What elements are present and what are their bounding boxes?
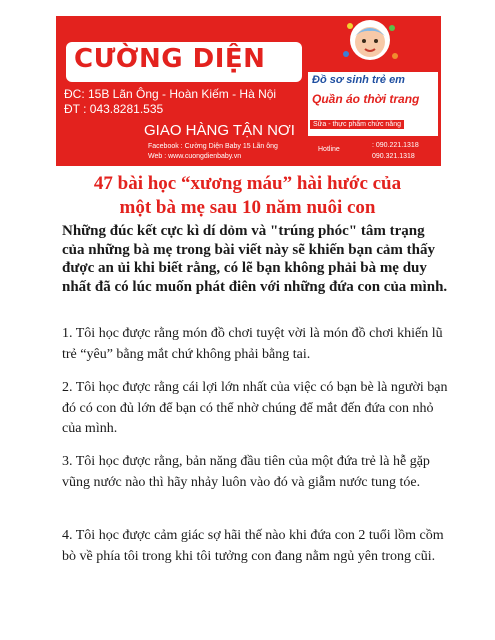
article-title bbox=[0, 172, 495, 220]
lesson-item-3: 3. Tôi học được rằng, bản năng đầu tiên của một đứa trẻ là hễ gặp vũng nước nào thì hãy nhảy luôn vào đó và giẫm nước tung tóe. bbox=[62, 454, 430, 490]
store-banner bbox=[56, 16, 441, 166]
tagline-milk: Sữa - thực phẩm chức năng bbox=[310, 120, 404, 129]
tagline-newborn: Đồ sơ sinh trẻ em bbox=[312, 74, 405, 86]
tagline-fashion: Quần áo thời trang bbox=[312, 92, 420, 106]
store-phone: ĐT : 043.8281.535 bbox=[64, 102, 164, 116]
article-lead: Những đúc kết cực kì dí dỏm và "trúng phóc" tâm trạng của những bà mẹ trong bài viết này sẽ khiến bạn cảm thấy được an ủi khi biết rằng, có lẽ bạn không phải bà mẹ duy nhất đã có lúc muốn phát điên với những đứa con của mình. bbox=[62, 223, 448, 295]
hotline-label: Hotline bbox=[318, 146, 340, 153]
hotline-number-2: 090.321.1318 bbox=[372, 153, 415, 160]
lesson-item-4: 4. Tôi học được cảm giác sợ hãi thế nào khi đứa con 2 tuổi lồm cồm bò về phía tôi trong khi tôi tưởng con đang nằm ngủ yên trong cũi. bbox=[62, 528, 444, 564]
brand-logo-box bbox=[66, 42, 302, 82]
lesson-item-2: 2. Tôi học được rằng cái lợi lớn nhất của việc có bạn bè là người bạn đó có con đủ lớn để bạn có thể nhờ chúng để mắt đến đứa con nhỏ của mình. bbox=[62, 380, 448, 436]
store-address: ĐC: 15B Lãn Ông - Hoàn Kiếm - Hà Nội bbox=[64, 87, 277, 101]
facebook-info: Facebook : Cường Diện Baby 15 Lãn ông bbox=[148, 143, 278, 150]
product-tagline-panel bbox=[308, 72, 438, 136]
lesson-item-1: 1. Tôi học được rằng món đồ chơi tuyệt vời là món đồ chơi khiến lũ trẻ “yêu” bằng mắt chứ không phải bằng tai. bbox=[62, 326, 443, 362]
title-line-1: 47 bài học “xương máu” hài hước của bbox=[93, 173, 402, 194]
title-line-2: một bà mẹ sau 10 năm nuôi con bbox=[119, 197, 376, 218]
brand-name: CƯỜNG DIỆN bbox=[74, 44, 266, 74]
website-info: Web : www.cuongdienbaby.vn bbox=[148, 153, 242, 160]
hotline-number-1: : 090.221.1318 bbox=[372, 142, 419, 149]
delivery-slogan: GIAO HÀNG TẬN NƠI bbox=[144, 122, 295, 139]
baby-mascot-icon bbox=[338, 18, 402, 74]
